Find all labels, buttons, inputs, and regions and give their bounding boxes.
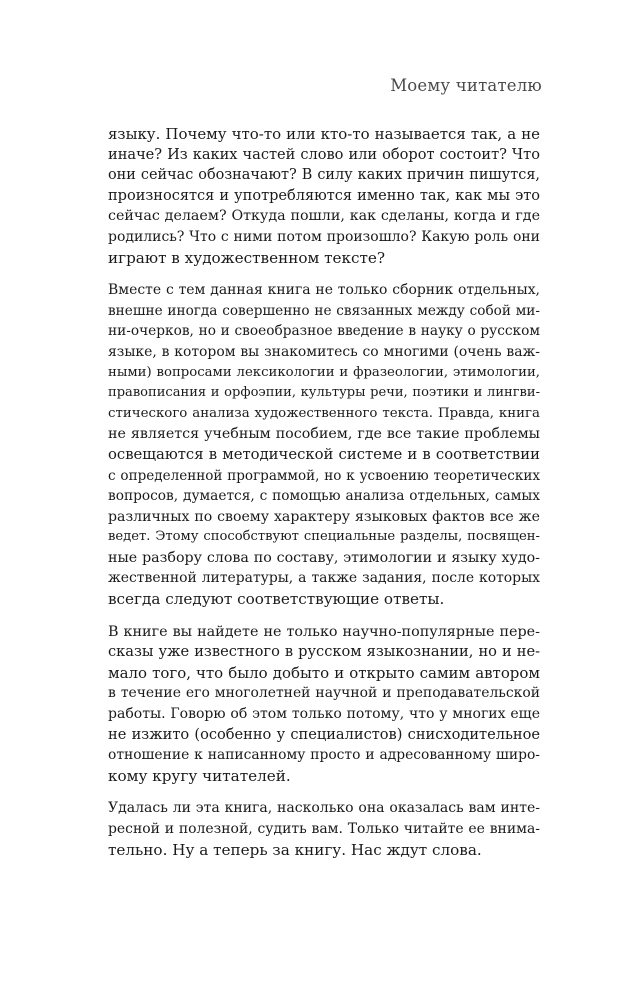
running-header: Моему читателю <box>390 76 542 95</box>
text-line: с определенной программой, но к усвоению теоретических <box>108 467 540 484</box>
text-line: ные разбору слова по составу, этимологии и языку худо- <box>108 549 540 566</box>
text-line: играют в художественном тексте? <box>108 248 386 267</box>
text-line: Удалась ли эта книга, насколько она оказалась вам инте- <box>108 800 540 817</box>
text-line: освещаются в методической системе и в соответствии <box>108 445 540 463</box>
text-line: правописания и орфоэпии, культуры речи, поэтики и лингви- <box>108 385 540 401</box>
text-line: языке, в котором вы знакомитесь со многими (очень важ- <box>108 343 540 360</box>
text-line: произносятся и употребляются именно так, как мы это <box>108 187 540 204</box>
paragraph <box>108 622 540 787</box>
text-line: иначе? Из каких частей слово или оборот состоит? Что <box>108 145 540 163</box>
text-line: сказы уже известного в русском языкознании, но и не- <box>108 643 540 661</box>
text-line: внешне иногда совершенно не связанных между собой ми- <box>108 302 540 319</box>
paragraph <box>108 798 540 860</box>
text-line: В книге вы найдете не только научно-популярные пере- <box>108 623 540 640</box>
text-line: работы. Говорю об этом только потому, что у многих еще <box>108 706 540 723</box>
text-line: ресной и полезной, судить вам. Только читайте ее внима- <box>108 821 540 837</box>
text-line: языку. Почему что-то или кто-то называется так, а не <box>108 125 540 143</box>
paragraph <box>108 280 540 610</box>
text-line: жественной литературы, а также задания, после которых <box>108 570 540 587</box>
text-line: родились? Что с ними потом произошло? Какую роль они <box>108 228 540 245</box>
text-line: сейчас делаем? Откуда пошли, как сделаны, когда и где <box>108 208 540 225</box>
text-line: ни-очерков, но и своеобразное введение в науку о русском <box>108 323 540 340</box>
text-line: в течение его многолетней научной и преподавательской <box>108 685 540 702</box>
text-line: не изжито (особенно у специалистов) снисходительное <box>108 725 540 743</box>
text-line: кому кругу читателей. <box>108 766 291 785</box>
text-line: тельно. Ну а теперь за книгу. Нас ждут слова. <box>108 840 482 859</box>
text-line: различных по своему характеру языковых фактов все же <box>108 508 540 525</box>
text-line: ведет. Этому способствуют специальные разделы, посвящен- <box>108 529 540 545</box>
text-line: всегда следуют соответствующие ответы. <box>108 590 445 609</box>
text-line: отношение к написанному просто и адресованному широ- <box>108 747 540 764</box>
text-line: стического анализа художественного текста. Правда, книга <box>108 405 540 421</box>
text-line: вопросов, думается, с помощью анализа отдельных, самых <box>108 488 540 505</box>
text-line: они сейчас обозначают? В силу каких причин пишутся, <box>108 167 540 184</box>
paragraph <box>108 124 540 268</box>
text-line: Вместе с тем данная книга не только сборник отдельных, <box>108 282 540 299</box>
body-text <box>108 124 540 872</box>
text-line: ными) вопросами лексикологии и фразеологии, этимологии, <box>108 364 540 380</box>
text-line: не является учебным пособием, где все такие проблемы <box>108 426 540 443</box>
text-line: мало того, что было добыто и открыто самим автором <box>108 663 540 682</box>
